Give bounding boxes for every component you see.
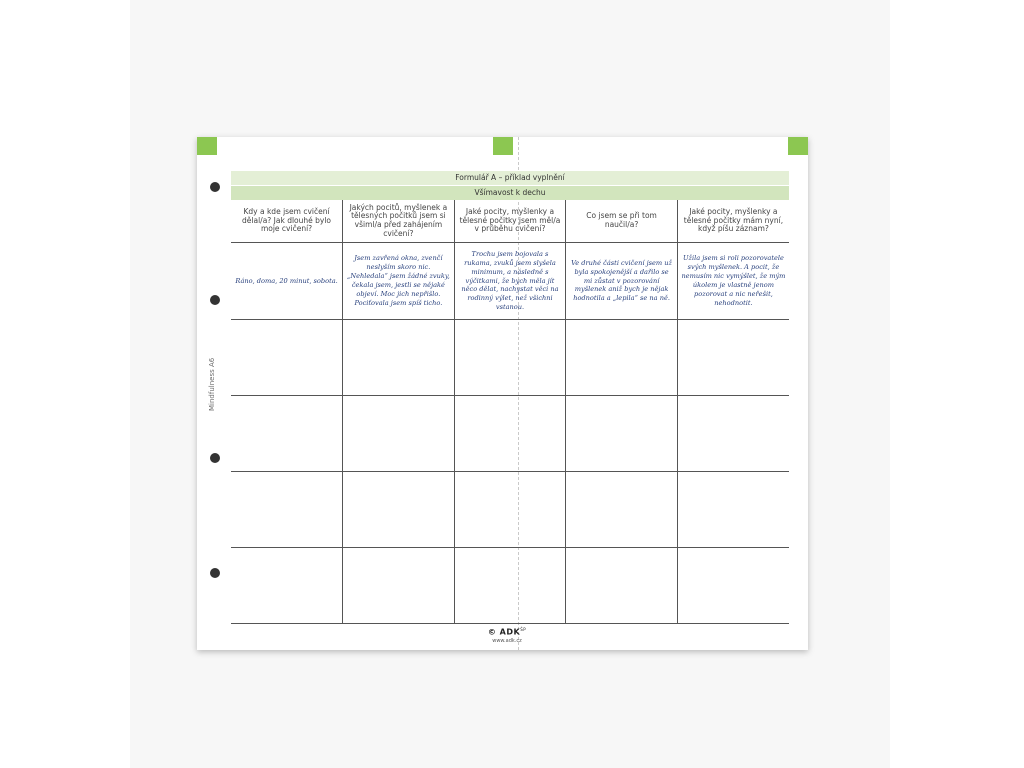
green-tab-left xyxy=(197,137,217,155)
empty-cell xyxy=(454,472,566,548)
footer-url: www.adk.cz xyxy=(492,637,522,644)
punch-hole xyxy=(210,568,220,578)
empty-cell xyxy=(566,396,678,472)
empty-cell xyxy=(677,472,789,548)
form xyxy=(231,171,789,624)
empty-cell xyxy=(343,548,455,624)
punch-hole xyxy=(210,182,220,192)
empty-cell xyxy=(454,548,566,624)
form-subtitle: Všímavost k dechu xyxy=(231,185,789,200)
empty-row xyxy=(231,396,789,472)
side-label: Mindfulness A6 xyxy=(208,357,216,411)
empty-cell xyxy=(231,320,343,396)
example-cell: Ve druhé části cvičení jsem už byla spokojenější a dařilo se mi zůstat v pozorování myšlenek aniž bych je nějak hodnotila a „lepila“ se na ně. xyxy=(566,243,678,320)
empty-cell xyxy=(566,472,678,548)
header-row xyxy=(231,200,789,243)
header-cell: Jaké pocity, myšlenky a tělesné počitky mám nyní, když píšu záznam? xyxy=(677,200,789,243)
empty-cell xyxy=(343,472,455,548)
green-tab-right xyxy=(788,137,808,155)
empty-cell xyxy=(231,472,343,548)
form-title: Formulář A – příklad vyplnění xyxy=(231,171,789,185)
planner-sheet xyxy=(197,137,808,650)
example-cell: Jsem zavřená okna, zvenčí neslyším skoro nic. „Nehledala“ jsem žádné zvuky, čekala jsem, jestli se nějaké objeví. Moc jich nepřišlo. Pociťovala jsem spíš ticho. xyxy=(343,243,455,320)
example-cell: Užila jsem si roli pozorovatele svých myšlenek. A pocit, že nemusím nic vymýšlet, že mým úkolem je vlastně jenom pozorovat a nic neřešit, nehodnotit. xyxy=(677,243,789,320)
empty-row xyxy=(231,320,789,396)
punch-hole xyxy=(210,453,220,463)
adk-logo xyxy=(472,627,542,637)
punch-hole xyxy=(210,295,220,305)
header-cell: Jaké pocity, myšlenky a tělesné počitky jsem měl/a v průběhu cvičení? xyxy=(454,200,566,243)
empty-row xyxy=(231,472,789,548)
footer xyxy=(472,627,542,644)
empty-cell xyxy=(677,396,789,472)
header-cell: Jakých pocitů, myšlenek a tělesných počitků jsem si všiml/a před zahájením cvičení? xyxy=(343,200,455,243)
empty-cell xyxy=(343,320,455,396)
green-tab-center xyxy=(493,137,513,155)
empty-cell xyxy=(454,396,566,472)
empty-cell xyxy=(343,396,455,472)
example-cell: Trochu jsem bojovala s rukama, zvuků jsem slyšela minimum, a následně s výčitkami, že bych měla jít něco dělat, nachystat věci na rodinný výlet, než všichni vstanou. xyxy=(454,243,566,320)
empty-cell xyxy=(454,320,566,396)
copyright-symbol: © xyxy=(487,627,497,637)
empty-cell xyxy=(566,548,678,624)
empty-cell xyxy=(677,320,789,396)
brand-suffix: ŠP xyxy=(520,627,527,632)
empty-row xyxy=(231,548,789,624)
example-cell: Ráno, doma, 20 minut, sobota. xyxy=(231,243,343,320)
header-cell: Kdy a kde jsem cvičení dělal/a? Jak dlouhé bylo moje cvičení? xyxy=(231,200,343,243)
example-row xyxy=(231,243,789,320)
empty-rows xyxy=(231,320,789,624)
header-cell: Co jsem se při tom naučil/a? xyxy=(566,200,678,243)
empty-cell xyxy=(677,548,789,624)
empty-cell xyxy=(566,320,678,396)
empty-cell xyxy=(231,548,343,624)
empty-cell xyxy=(231,396,343,472)
form-table xyxy=(231,200,789,624)
brand-name: ADK xyxy=(499,627,521,637)
